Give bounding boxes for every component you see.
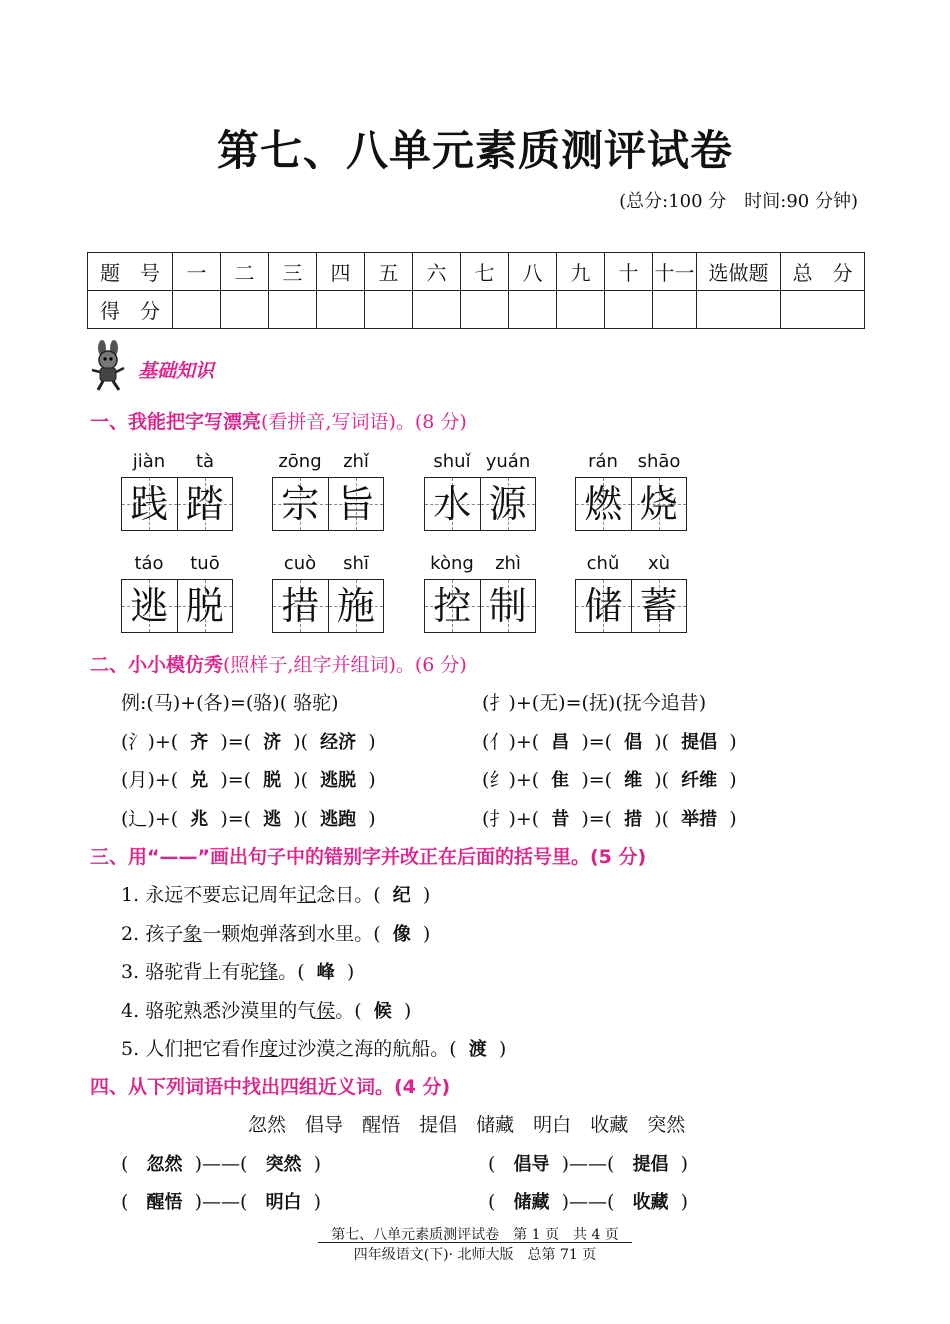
pinyin: kòng — [430, 553, 474, 574]
table-cell: 总 分 — [781, 253, 865, 291]
q2-row-3-left: (辶)+( 兆 )=( 逃 )( 逃跑 ) — [121, 808, 376, 830]
answer: 维 — [624, 770, 643, 791]
sentence-text: 。( — [335, 1000, 362, 1022]
q4-pair-1: ( 忽然 )——( 突然 ) — [121, 1153, 322, 1175]
sentence-text: 一颗炮弹落到水里。( — [202, 923, 381, 945]
char-answer: 控 — [433, 584, 472, 628]
q2-row-2-left: (月)+( 兑 )=( 脱 )( 逃脱 ) — [121, 769, 376, 791]
score-cell[interactable] — [509, 291, 557, 329]
q3-item-3: 3. 骆驼背上有驼锋。( 峰 ) — [121, 961, 355, 983]
wrong-char: 侯 — [316, 1000, 336, 1022]
radical: 亻 — [489, 731, 509, 753]
q4-pair-2: ( 倡导 )——( 提倡 ) — [488, 1153, 689, 1175]
char-answer: 施 — [336, 584, 375, 628]
sentence-text: 永远不要忘记周年 — [145, 884, 298, 906]
footer-edition-info: 四年级语文(下)· 北师大版 总第 71 页 — [353, 1247, 597, 1263]
q2-example-right: (扌)+(无)=(抚)(抚今追昔) — [482, 692, 707, 714]
answer: 兆 — [190, 809, 209, 830]
table-cell: 一 — [173, 253, 221, 291]
answer: 储藏 — [513, 1192, 550, 1213]
answer: 倡导 — [513, 1154, 550, 1175]
sentence-text: 念日。( — [316, 884, 381, 906]
char-answer: 逃 — [130, 584, 169, 628]
answer: 倡 — [624, 732, 643, 753]
answer: 举措 — [681, 809, 718, 830]
sentence-text: 孩子 — [145, 923, 184, 945]
score-cell[interactable] — [653, 291, 697, 329]
answer: 脱 — [263, 770, 282, 791]
pinyin: zōng — [278, 451, 322, 472]
item-number: 4. — [121, 1000, 140, 1022]
footer-page-info: 第七、八单元素质测评试卷 第 1 页 共 4 页 — [331, 1227, 619, 1243]
pinyin: rán — [588, 451, 618, 472]
pinyin: jiàn — [132, 451, 166, 472]
word: 收藏 — [590, 1114, 629, 1136]
radical: 辶 — [128, 808, 148, 830]
score-cell[interactable] — [605, 291, 653, 329]
answer: 提倡 — [681, 732, 718, 753]
answer: 渡 — [468, 1039, 487, 1060]
pinyin: zhǐ — [343, 451, 369, 472]
score-cell[interactable] — [413, 291, 461, 329]
score-cell[interactable] — [221, 291, 269, 329]
pinyin: zhì — [495, 553, 521, 574]
score-cell[interactable] — [461, 291, 509, 329]
char-answer: 旨 — [336, 482, 375, 526]
wrong-char: 锋 — [259, 961, 279, 983]
sentence-text: 骆驼熟悉沙漠里的气 — [145, 1000, 317, 1022]
char-answer: 蓄 — [639, 584, 678, 628]
answer: 经济 — [320, 732, 357, 753]
answer: 逃脱 — [320, 770, 357, 791]
answer: 逃跑 — [320, 809, 357, 830]
char-answer: 踏 — [185, 482, 224, 526]
wrong-char: 度 — [259, 1038, 279, 1060]
answer: 措 — [624, 809, 643, 830]
table-cell: 题 号 — [88, 253, 173, 291]
table-cell: 十 — [605, 253, 653, 291]
answer: 济 — [263, 732, 282, 753]
table-cell: 得 分 — [88, 291, 173, 329]
char-answer: 储 — [584, 584, 623, 628]
pinyin: shī — [343, 553, 369, 574]
char-answer: 践 — [130, 482, 169, 526]
answer: 醒悟 — [146, 1192, 183, 1213]
char-answer: 水 — [433, 482, 472, 526]
score-table-score-row — [88, 291, 865, 329]
word: 倡导 — [305, 1114, 344, 1136]
table-cell: 四 — [317, 253, 365, 291]
answer: 昌 — [551, 732, 570, 753]
q3-item-1: 1. 永远不要忘记周年记念日。( 纪 ) — [121, 884, 431, 906]
q4-pair-3: ( 醒悟 )——( 明白 ) — [121, 1191, 322, 1213]
answer: 收藏 — [632, 1192, 669, 1213]
table-cell: 十一 — [653, 253, 697, 291]
answer: 提倡 — [632, 1154, 669, 1175]
answer: 突然 — [265, 1154, 302, 1175]
pinyin: yuán — [485, 451, 531, 472]
score-cell[interactable] — [697, 291, 781, 329]
table-cell: 九 — [557, 253, 605, 291]
question-1-heading — [90, 407, 467, 434]
pinyin: tuō — [190, 553, 220, 574]
q2-row-1-left: (氵)+( 齐 )=( 济 )( 经济 ) — [121, 731, 376, 753]
q4-pair-4: ( 储藏 )——( 收藏 ) — [488, 1191, 689, 1213]
table-cell: 七 — [461, 253, 509, 291]
word: 储藏 — [476, 1114, 515, 1136]
answer: 兑 — [190, 770, 209, 791]
table-cell: 三 — [269, 253, 317, 291]
answer: 纪 — [392, 885, 411, 906]
sentence-text: 过沙漠之海的航船。( — [278, 1038, 457, 1060]
radical: 氵 — [128, 731, 148, 753]
answer: 隹 — [551, 770, 570, 791]
question-2-note: (照样子,组字并组词)。(6 分) — [223, 654, 467, 676]
answer: 明白 — [265, 1192, 302, 1213]
char-answer: 源 — [488, 482, 527, 526]
question-1-note: (看拼音,写词语)。(8 分) — [261, 411, 467, 433]
char-answer: 烧 — [639, 482, 678, 526]
question-2-heading — [90, 650, 467, 677]
table-cell: 二 — [221, 253, 269, 291]
radical: 月 — [128, 769, 148, 791]
question-3-heading: 三、用“——”画出句子中的错别字并改正在后面的括号里。(5 分) — [90, 846, 647, 868]
pinyin: tà — [195, 451, 215, 472]
table-cell: 八 — [509, 253, 557, 291]
word: 忽然 — [248, 1114, 287, 1136]
rabbit-mascot-icon — [88, 340, 130, 392]
score-cell[interactable] — [557, 291, 605, 329]
answer: 纤维 — [681, 770, 718, 791]
score-cell[interactable] — [781, 291, 865, 329]
char-answer: 脱 — [185, 584, 224, 628]
word: 醒悟 — [362, 1114, 401, 1136]
char-answer: 制 — [488, 584, 527, 628]
q2-row-2-right: (纟)+( 隹 )=( 维 )( 纤维 ) — [482, 769, 737, 791]
char-answer: 措 — [281, 584, 320, 628]
item-number: 3. — [121, 961, 140, 983]
q2-row-1-right: (亻)+( 昌 )=( 倡 )( 提倡 ) — [482, 731, 737, 753]
word: 提倡 — [419, 1114, 458, 1136]
word: 明白 — [533, 1114, 572, 1136]
pinyin: xù — [647, 553, 671, 574]
char-answer: 燃 — [584, 482, 623, 526]
item-number: 2. — [121, 923, 140, 945]
answer: 逃 — [263, 809, 282, 830]
word: 突然 — [647, 1114, 686, 1136]
sentence-text: 。( — [278, 961, 305, 983]
q3-item-5: 5. 人们把它看作度过沙漠之海的航船。( 渡 ) — [121, 1038, 507, 1060]
question-1-title: 一、我能把字写漂亮 — [90, 411, 262, 433]
sentence-text: 人们把它看作 — [145, 1038, 260, 1060]
answer: 昔 — [551, 809, 570, 830]
score-cell[interactable] — [269, 291, 317, 329]
q2-row-3-right: (扌)+( 昔 )=( 措 )( 举措 ) — [482, 808, 737, 830]
q3-item-2: 2. 孩子象一颗炮弹落到水里。( 像 ) — [121, 923, 431, 945]
answer: 峰 — [316, 962, 335, 983]
pinyin: cuò — [283, 553, 317, 574]
table-cell: 选做题 — [697, 253, 781, 291]
question-2-title: 二、小小模仿秀 — [90, 654, 224, 676]
pinyin: táo — [134, 553, 164, 574]
q4-word-list — [248, 1110, 685, 1137]
wrong-char: 记 — [297, 884, 317, 906]
answer: 忽然 — [146, 1154, 183, 1175]
score-cell[interactable] — [317, 291, 365, 329]
pinyin: chǔ — [586, 553, 620, 574]
score-time-info: (总分:100 分 时间:90 分钟) — [619, 191, 858, 212]
answer: 候 — [373, 1001, 392, 1022]
sentence-text: 骆驼背上有驼 — [145, 961, 260, 983]
footer-divider — [318, 1242, 632, 1243]
q3-item-4: 4. 骆驼熟悉沙漠里的气侯。( 候 ) — [121, 1000, 412, 1022]
q2-example-left: 例:(马)+(各)=(骆)( 骆驼) — [121, 692, 339, 714]
radical: 纟 — [489, 769, 509, 791]
answer: 齐 — [190, 732, 209, 753]
page-title: 第七、八单元素质测评试卷 — [216, 126, 733, 175]
pinyin: shuǐ — [433, 451, 471, 472]
radical: 扌 — [489, 808, 509, 830]
score-table — [87, 252, 865, 329]
score-cell[interactable] — [173, 291, 221, 329]
item-number: 1. — [121, 884, 140, 906]
char-answer: 宗 — [281, 482, 320, 526]
pinyin: shāo — [637, 451, 681, 472]
table-cell: 五 — [365, 253, 413, 291]
score-cell[interactable] — [365, 291, 413, 329]
score-table-header-row — [88, 253, 865, 291]
answer: 像 — [392, 924, 411, 945]
table-cell: 六 — [413, 253, 461, 291]
item-number: 5. — [121, 1038, 140, 1060]
question-4-heading: 四、从下列词语中找出四组近义词。(4 分) — [90, 1076, 451, 1098]
wrong-char: 象 — [183, 923, 203, 945]
section-label-basics: 基础知识 — [138, 360, 215, 382]
